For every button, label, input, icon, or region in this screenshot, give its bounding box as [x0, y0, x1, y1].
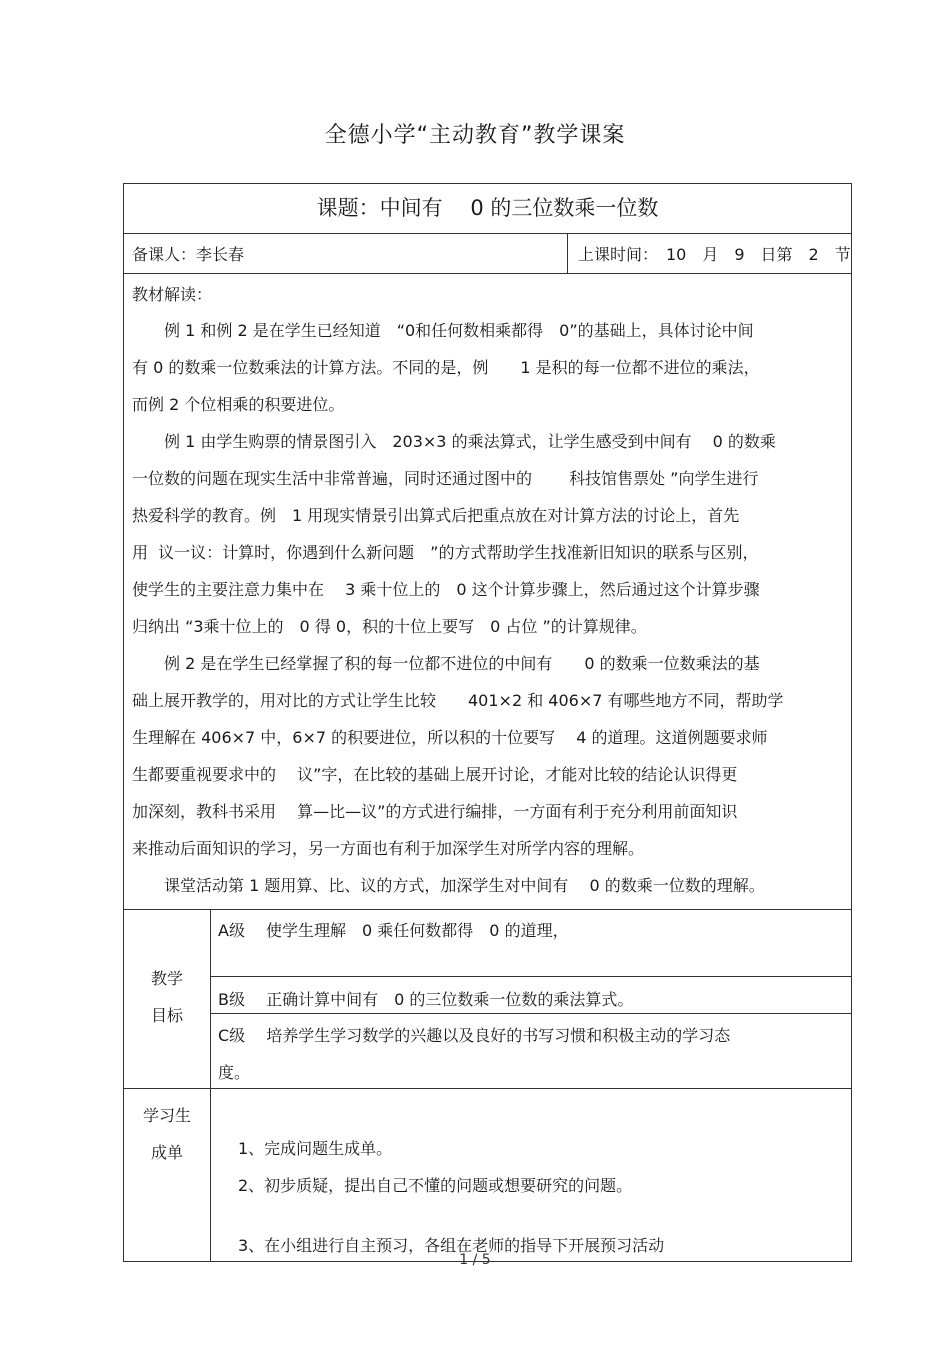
checklist-label-line: 学习生: [142, 1106, 191, 1125]
objectives-label-line: 教学: [150, 969, 183, 988]
cell-divider: [567, 234, 568, 273]
page-number: 1 / 5: [459, 1252, 491, 1268]
cell-divider: [210, 1089, 211, 1261]
checklist-item: 1、完成问题生成单。: [238, 1139, 393, 1158]
checklist-label: [124, 1097, 210, 1171]
row-divider: [210, 976, 851, 977]
analysis-line: 用 议一议：计算时，你遇到什么新问题 ”的方式帮助学生找准新旧知识的联系与区别，: [132, 543, 759, 562]
analysis-line: 而例 2 个位相乘的积要进位。: [132, 395, 345, 414]
class-time-field: 上课时间： 10 月 9 日第 2 节: [578, 245, 851, 264]
analysis-line: 来推动后面知识的学习，另一方面也有利于加深学生对所学内容的理解。: [132, 839, 645, 858]
analysis-line: 例 2 是在学生已经掌握了积的每一位都不进位的中间有 0 的数乘一位数乘法的基: [132, 654, 760, 673]
cell-divider: [210, 910, 211, 1088]
analysis-line: 例 1 由学生购票的情景图引入 203×3 的乘法算式，让学生感受到中间有 0 的数乘: [132, 432, 776, 451]
row-divider: [210, 1013, 851, 1014]
analysis-label: 教材解读：: [132, 285, 213, 304]
checklist-item: 3、在小组进行自主预习，各组在老师的指导下开展预习活动: [238, 1236, 665, 1255]
analysis-line: 有 0 的数乘一位数乘法的计算方法。不同的是，例 1 是积的每一位都不进位的乘法，: [132, 358, 760, 377]
analysis-line: 例 1 和例 2 是在学生已经知道 “0和任何数相乘都得 0”的基础上，具体讨论中间: [132, 321, 754, 340]
document-title: 全德小学“主动教育”教学课案: [324, 123, 626, 148]
topic-text: 课题：中间有 0 的三位数乘一位数: [316, 196, 659, 220]
analysis-line: 生理解在 406×7 中，6×7 的积要进位，所以积的十位要写 4 的道理。这道例题要求师: [132, 728, 768, 747]
meta-row: [123, 233, 852, 273]
analysis-line: 课堂活动第 1 题用算、比、议的方式，加深学生对中间有 0 的数乘一位数的理解。: [132, 876, 765, 895]
checklist-label-line: 成单: [150, 1143, 183, 1162]
analysis-section: [123, 273, 852, 909]
objective-level-a: A级 使学生理解 0 乘任何数都得 0 的道理，: [218, 921, 569, 940]
analysis-line: 归纳出 “3乘十位上的 0 得 0，积的十位上要写 0 占位 ”的计算规律。: [132, 617, 647, 636]
analysis-line: 使学生的主要注意力集中在 3 乘十位上的 0 这个计算步骤上，然后通过这个计算步骤: [132, 580, 760, 599]
objectives-label: [124, 960, 210, 1034]
topic-row: [123, 183, 852, 233]
objectives-section: [123, 909, 852, 1088]
objective-level-b: B级 正确计算中间有 0 的三位数乘一位数的乘法算式。: [218, 990, 634, 1009]
analysis-line: 一位数的问题在现实生活中非常普遍，同时还通过图中的 科技馆售票处 ”向学生进行: [132, 469, 759, 488]
objective-level-c: C级 培养学生学习数学的兴趣以及良好的书写习惯和积极主动的学习态: [218, 1026, 731, 1045]
checklist-item: 2、初步质疑，提出自己不懂的问题或想要研究的问题。: [238, 1176, 633, 1195]
teacher-field: 备课人：李长春: [132, 245, 245, 264]
checklist-section: [123, 1088, 852, 1262]
analysis-line: 加深刻，教科书采用 算—比—议”的方式进行编排，一方面有利于充分利用前面知识: [132, 802, 738, 821]
analysis-line: 生都要重视要求中的 议”字，在比较的基础上展开讨论，才能对比较的结论认识得更: [132, 765, 738, 784]
analysis-line: 热爱科学的教育。例 1 用现实情景引出算式后把重点放在对计算方法的讨论上，首先: [132, 506, 740, 525]
objective-level-c-cont: 度。: [218, 1063, 251, 1082]
analysis-line: 础上展开教学的，用对比的方式让学生比较 401×2 和 406×7 有哪些地方不同，帮助学: [132, 691, 784, 710]
objectives-label-line: 目标: [150, 1006, 183, 1025]
